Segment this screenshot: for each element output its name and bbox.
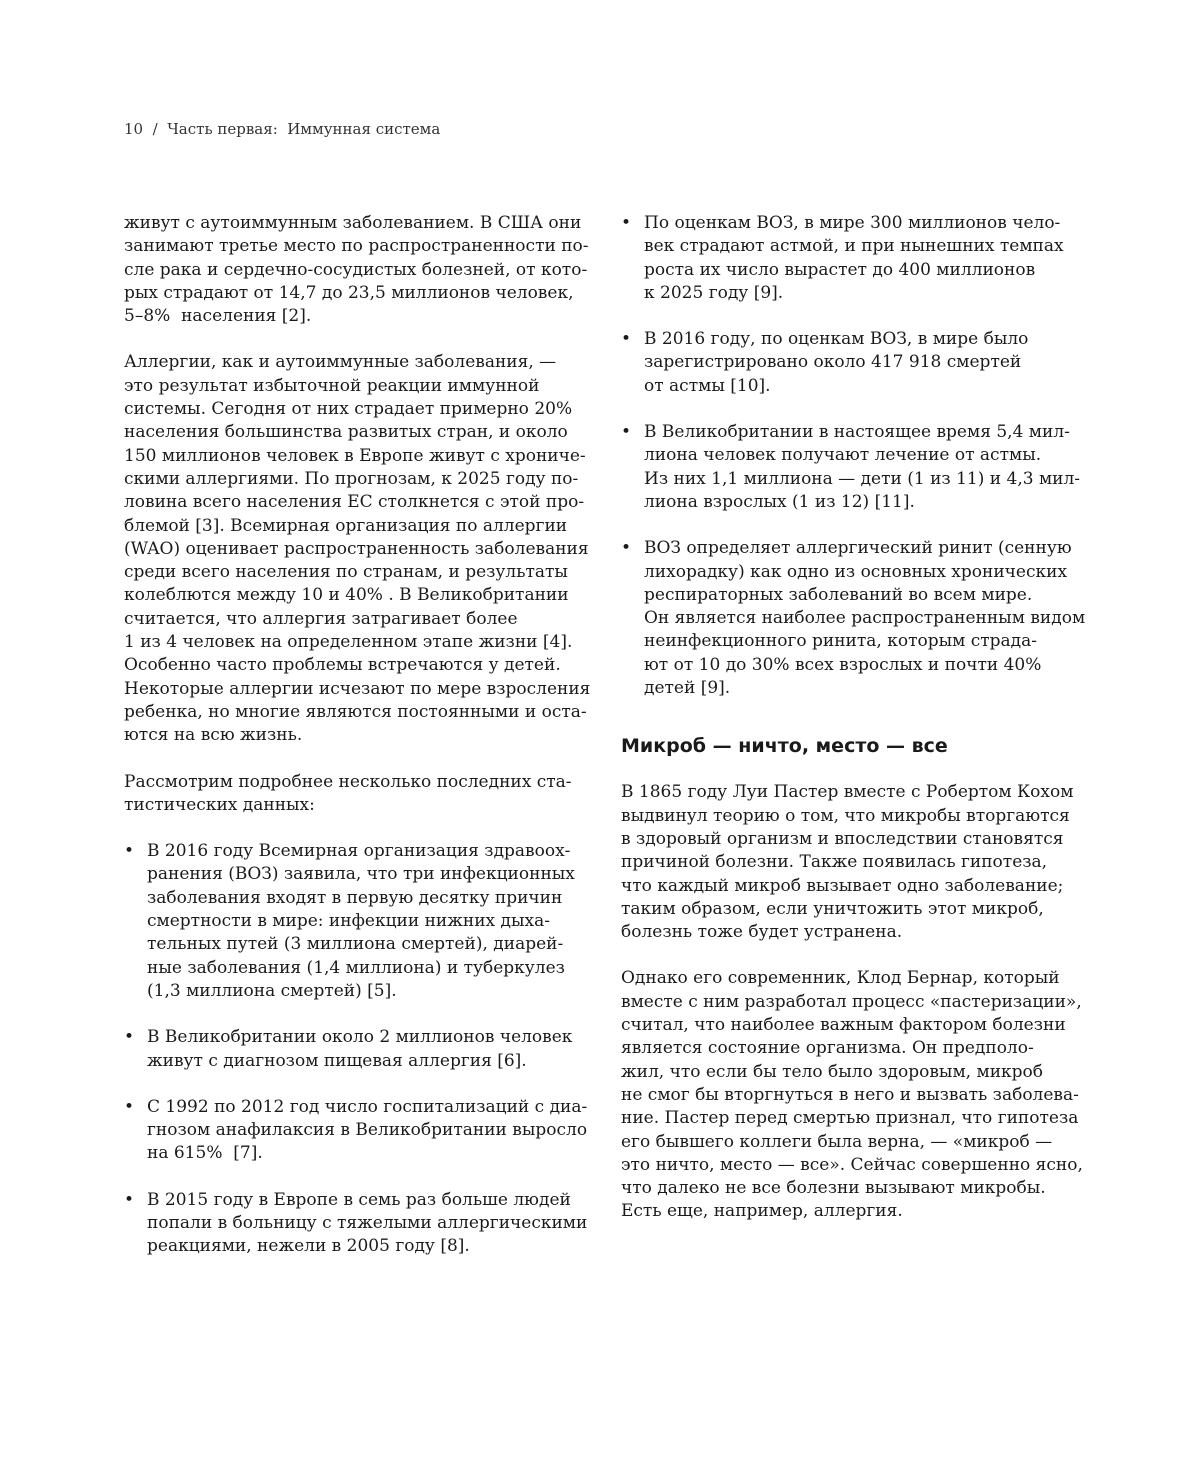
paragraph-statistics-intro <box>124 771 604 818</box>
bullet-item-rhinitis <box>621 537 1101 700</box>
text-line: таким образом, если уничтожить этот микроб, <box>621 898 1044 919</box>
text-line: его бывшего коллеги была верна, — «микроб — <box>621 1131 1053 1152</box>
text-line: это ничто, место — все». Сейчас совершенно ясно, <box>621 1154 1083 1175</box>
text-line: лихорадку) как одно из основных хронических <box>644 561 1068 582</box>
text-line: живут с диагнозом пищевая аллергия [6]. <box>147 1050 527 1071</box>
text-line: 5–8% населения [2]. <box>124 306 312 327</box>
text-line: В 2016 году, по оценкам ВОЗ, в мире было <box>644 329 1029 350</box>
text-line: причиной болезни. Также появилась гипотеза, <box>621 852 1048 873</box>
bullet-icon: • <box>124 1096 135 1117</box>
text-line: (1,3 миллиона смертей) [5]. <box>147 980 397 1001</box>
bullet-item-anaphylaxis <box>124 1096 604 1166</box>
text-line: смертности в мире: инфекции нижних дыха- <box>147 911 550 932</box>
text-line: Аллергии, как и аутоиммунные заболевания, — <box>124 352 557 373</box>
bullet-icon: • <box>621 422 632 443</box>
text-line: вместе с ним разработал процесс «пастеризации», <box>621 991 1082 1012</box>
text-line: от астмы [10]. <box>644 375 771 396</box>
bullet-icon: • <box>621 329 632 350</box>
text-line: жил, что если бы тело было здоровым, микроб <box>621 1061 1044 1082</box>
text-line: В Великобритании около 2 миллионов человек <box>147 1027 573 1048</box>
left-column <box>124 212 604 1282</box>
text-line: В 2015 году в Европе в семь раз больше людей <box>147 1189 571 1210</box>
text-line: заболевания входят в первую десятку причин <box>147 887 563 908</box>
section-heading: Микроб — ничто, место — все <box>621 735 948 758</box>
text-line: С 1992 по 2012 год число госпитализаций с диа- <box>147 1096 588 1117</box>
text-line: Есть еще, например, аллергия. <box>621 1201 903 1222</box>
running-head: 10 / Часть первая: Иммунная система <box>124 120 441 138</box>
text-line: Некоторые аллергии исчезают по мере взросления <box>124 678 591 699</box>
text-line: колеблются между 10 и 40% . В Великобритании <box>124 585 569 606</box>
text-line: выдвинул теорию о том, что микробы вторгаются <box>621 805 1070 826</box>
bullet-icon: • <box>124 1189 135 1210</box>
text-line: Он является наиболее распространенным видом <box>644 608 1086 629</box>
bullet-item-europe-2015 <box>124 1189 604 1259</box>
text-line: что каждый микроб вызывает одно заболевание; <box>621 875 1064 896</box>
text-line: 1 из 4 человек на определенном этапе жизни [4]. <box>124 632 573 653</box>
text-line: тельных путей (3 миллиона смертей), диарей- <box>147 934 564 955</box>
text-line: Рассмотрим подробнее несколько последних ста- <box>124 771 572 792</box>
text-line: (WAO) оценивает распространенность заболевания <box>124 538 589 559</box>
text-line: блемой [3]. Всемирная организация по аллергии <box>124 515 568 536</box>
text-line: роста их число вырастет до 400 миллионов <box>644 259 1036 280</box>
text-line: неинфекционного ринита, которым страда- <box>644 631 1038 652</box>
text-line: Особенно часто проблемы встречаются у детей. <box>124 655 561 676</box>
text-line: к 2025 году [9]. <box>644 282 784 303</box>
text-line: сле рака и сердечно-сосудистых болезней, от кото- <box>124 259 588 280</box>
text-line: болезнь тоже будет устранена. <box>621 922 903 943</box>
text-line: среди всего населения по странам, и результаты <box>124 562 568 583</box>
text-line: Из них 1,1 миллиона — дети (1 из 11) и 4,3 мил- <box>644 468 1081 489</box>
text-line: В Великобритании в настоящее время 5,4 мил- <box>644 422 1070 443</box>
text-line: тистических данных: <box>124 794 315 815</box>
text-line: населения большинства развитых стран, и около <box>124 422 568 443</box>
text-line: ВОЗ определяет аллергический ринит (сенную <box>644 538 1072 559</box>
text-line: на 615% [7]. <box>147 1143 263 1164</box>
text-line: По оценкам ВОЗ, в мире 300 миллионов чело- <box>644 213 1061 233</box>
text-line: живут с аутоиммунным заболеванием. В США они <box>124 213 582 233</box>
text-line: Однако его современник, Клод Бернар, который <box>621 968 1060 989</box>
text-line: ют от 10 до 30% всех взрослых и почти 40% <box>644 654 1042 675</box>
text-line: лиона человек получают лечение от астмы. <box>644 445 1042 466</box>
text-line: детей [9]. <box>644 678 731 699</box>
paragraph-allergies <box>124 351 604 747</box>
text-line: в здоровый организм и впоследствии становятся <box>621 828 1064 849</box>
paragraph-autoimmune <box>124 212 604 328</box>
text-line: системы. Сегодня от них страдает примерно 20% <box>124 399 573 420</box>
text-line: реакциями, нежели в 2005 году [8]. <box>147 1236 470 1257</box>
text-line: ребенка, но многие являются постоянными и оста- <box>124 701 587 722</box>
text-line: ные заболевания (1,4 миллиона) и туберкулез <box>147 957 565 978</box>
text-line: гнозом анафилаксия в Великобритании выросло <box>147 1120 588 1141</box>
text-line: является состояние организма. Он предполо- <box>621 1038 1034 1059</box>
text-line: не смог бы вторгнуться в него и вызвать заболева- <box>621 1084 1079 1105</box>
text-line: считается, что аллергия затрагивает более <box>124 608 518 629</box>
text-line: респираторных заболеваний во всем мире. <box>644 584 1033 605</box>
right-column <box>621 212 1101 1247</box>
text-line: считал, что наиболее важным фактором болезни <box>621 1015 1066 1036</box>
text-line: скими аллергиями. По прогнозам, к 2025 году по- <box>124 468 579 489</box>
text-line: В 1865 году Луи Пастер вместе с Робертом Кохом <box>621 782 1074 803</box>
text-line: ловина всего населения ЕС столкнется с этой про- <box>124 492 585 513</box>
text-line: 150 миллионов человек в Европе живут с хрониче- <box>124 445 586 466</box>
bullet-item-asthma-300m <box>621 212 1101 305</box>
bullet-icon: • <box>621 538 632 559</box>
bullet-icon: • <box>124 1027 135 1048</box>
text-line: попали в больницу с тяжелыми аллергическими <box>147 1212 588 1233</box>
text-line: В 2016 году Всемирная организация здравоох- <box>147 841 571 862</box>
bullet-item-asthma-deaths <box>621 328 1101 398</box>
text-line: ние. Пастер перед смертью признал, что гипотеза <box>621 1108 1079 1129</box>
bullet-item-who-2016-infections <box>124 840 604 1003</box>
text-line: век страдают астмой, и при нынешних темпах <box>644 236 1064 257</box>
text-line: занимают третье место по распространенности по- <box>124 236 589 257</box>
text-line: рых страдают от 14,7 до 23,5 миллионов человек, <box>124 282 574 303</box>
bullet-icon: • <box>124 841 135 862</box>
bullet-item-uk-food-allergy <box>124 1026 604 1073</box>
text-line: ранения (ВОЗ) заявила, что три инфекционных <box>147 864 575 885</box>
bullet-icon: • <box>621 213 632 233</box>
text-line: это результат избыточной реакции иммунной <box>124 375 540 396</box>
text-line: лиона взрослых (1 из 12) [11]. <box>644 491 915 512</box>
text-line: что далеко не все болезни вызывают микробы. <box>621 1178 1046 1199</box>
text-line: ются на всю жизнь. <box>124 725 303 746</box>
bullet-item-uk-asthma <box>621 421 1101 514</box>
text-line: зарегистрировано около 417 918 смертей <box>644 352 1022 373</box>
paragraph-bernard <box>621 967 1101 1223</box>
paragraph-pasteur <box>621 781 1101 944</box>
